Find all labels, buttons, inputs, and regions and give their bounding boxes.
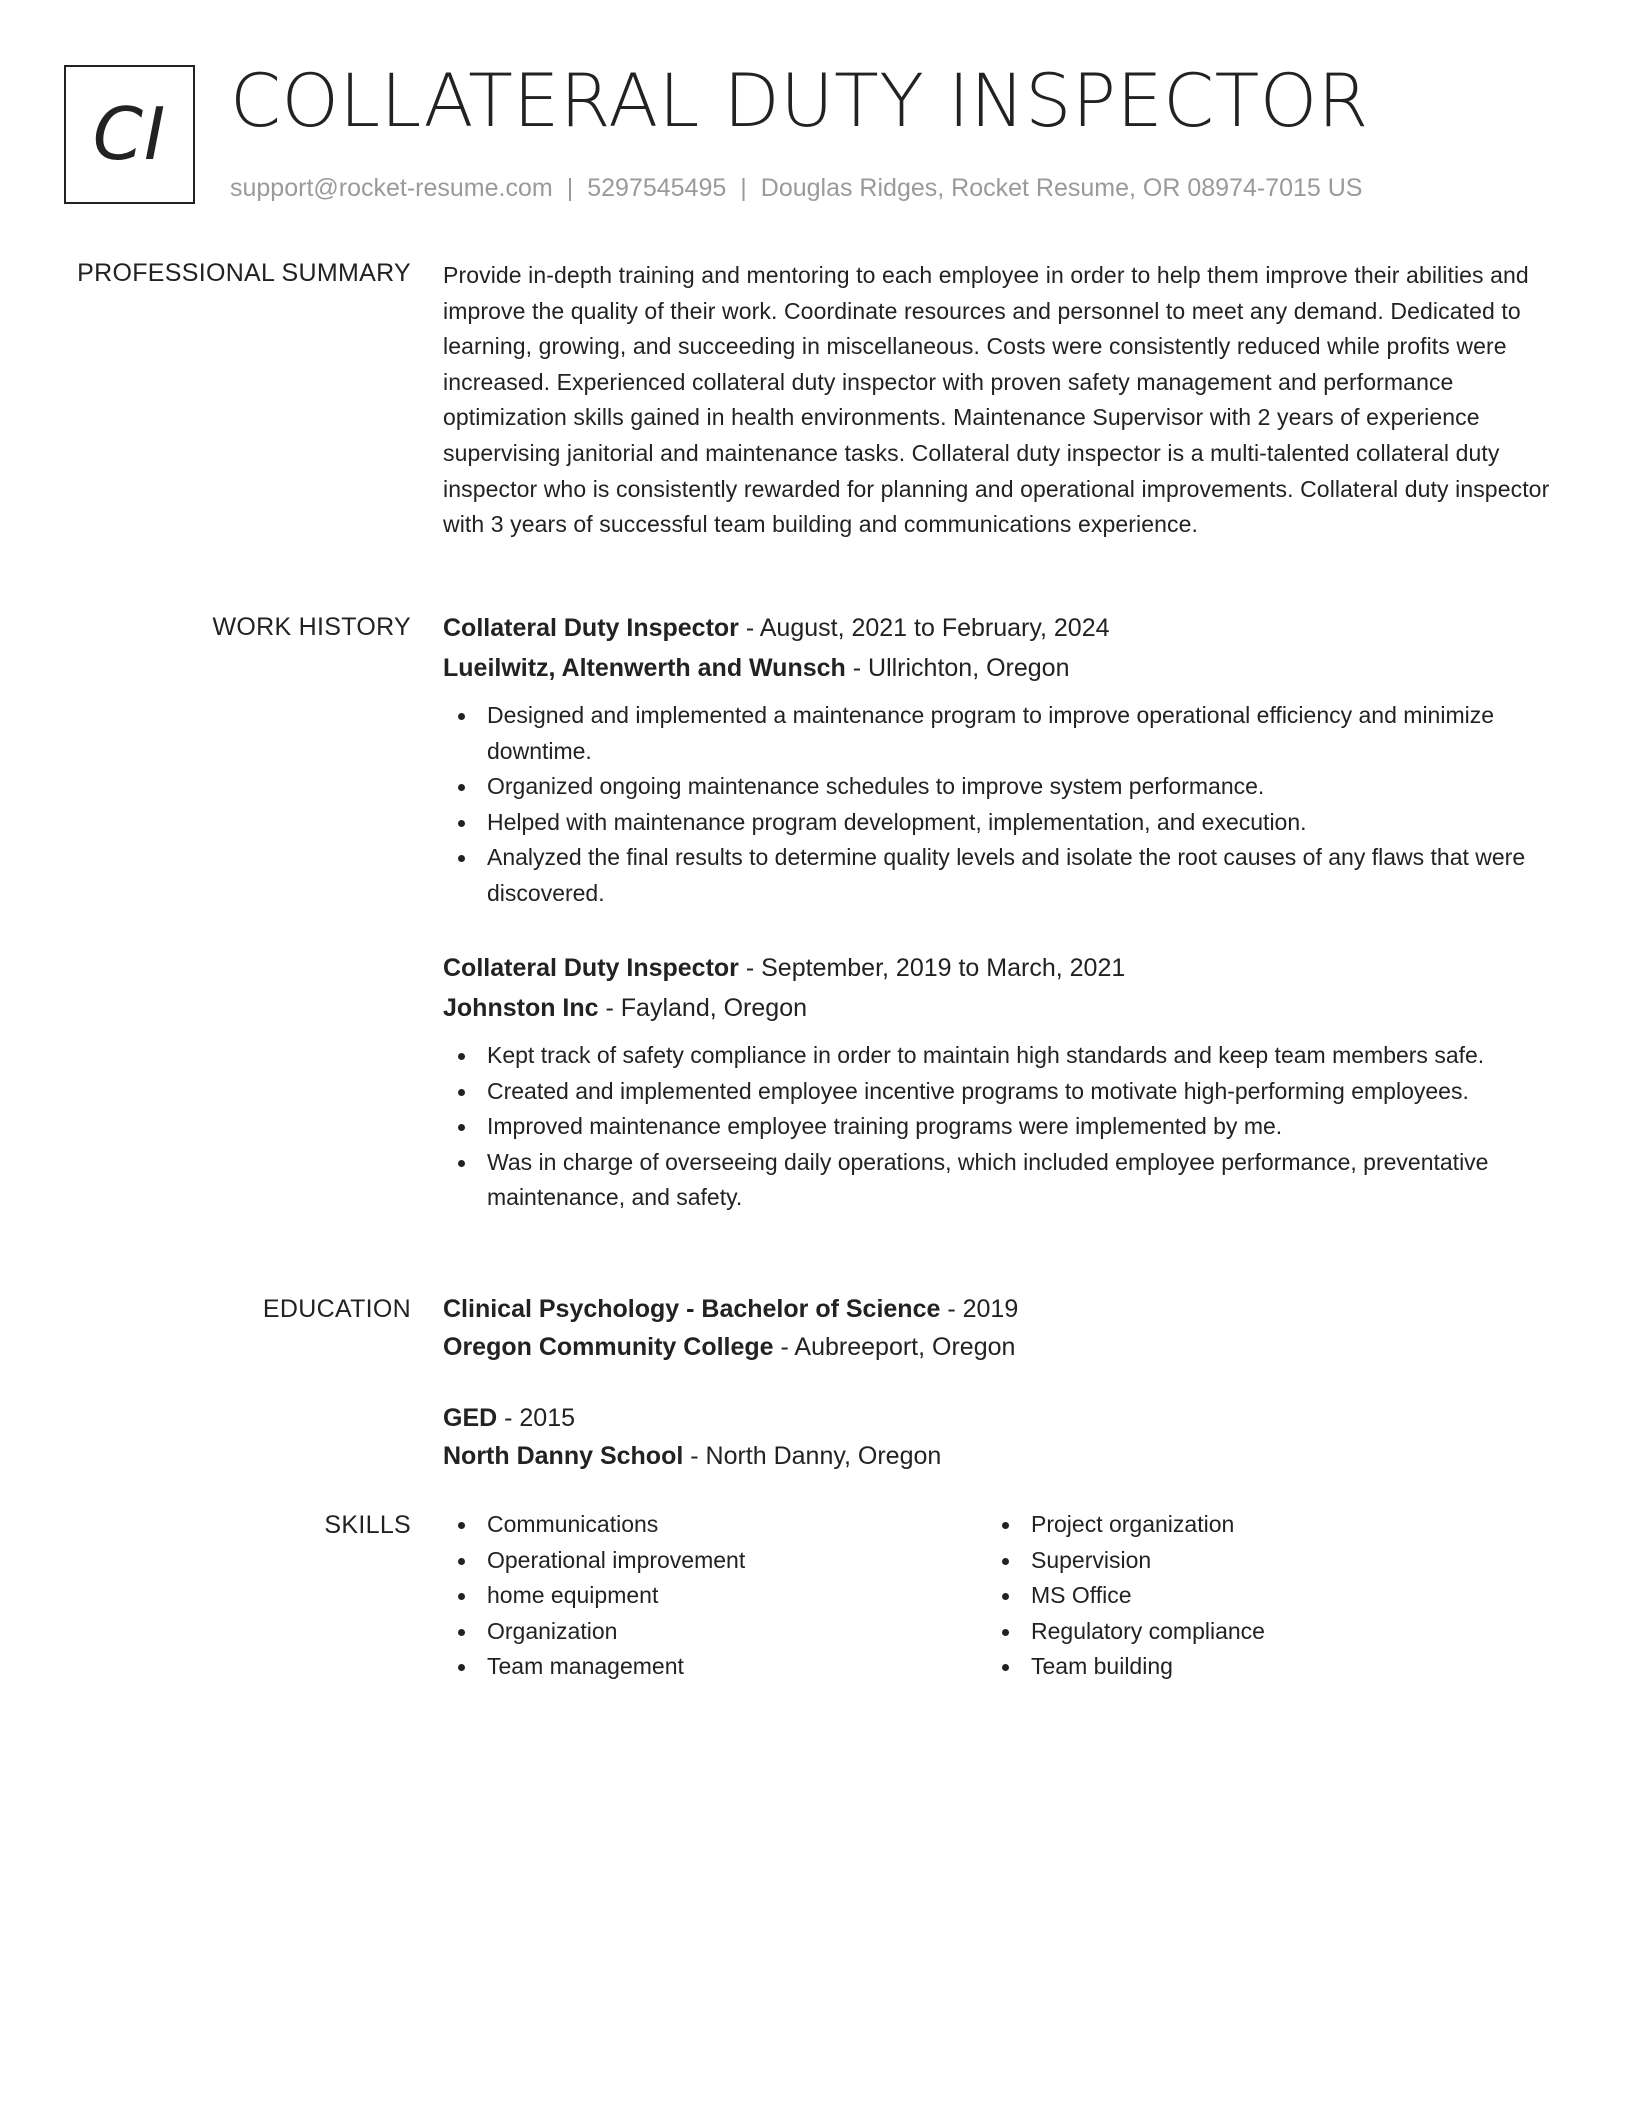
education-location: - Aubreeport, Oregon [773,1333,1016,1361]
job-dates: - September, 2019 to March, 2021 [738,954,1126,982]
skill-item: Communications [443,1507,987,1543]
job-title-line [443,948,1551,988]
education-degree: Clinical Psychology - Bachelor of Science [443,1295,941,1323]
job-dates: - August, 2021 to February, 2024 [738,614,1110,642]
skill-item: Regulatory compliance [987,1614,1531,1650]
job-location: - Fayland, Oregon [598,994,807,1022]
education-school: Oregon Community College [443,1333,774,1361]
job-duty-item: Kept track of safety compliance in order to maintain high standards and keep team members safe. [443,1038,1551,1074]
job-entry [443,608,1551,912]
contact-separator: | [566,174,574,202]
job-title: Collateral Duty Inspector [443,614,739,642]
education-school: North Danny School [443,1442,684,1470]
job-duty-item: Was in charge of overseeing daily operations, which included employee performance, preventative maintenance, and safety. [443,1145,1551,1216]
skills-heading: SKILLS [324,1511,411,1539]
job-company-line [443,988,1551,1028]
job-duty-item: Analyzed the final results to determine quality levels and isolate the root causes of any flaws that were discovered. [443,840,1551,911]
monogram-initials: CI [92,91,167,176]
skill-item: Supervision [987,1543,1531,1579]
job-duty-item: Organized ongoing maintenance schedules to improve system performance. [443,769,1551,805]
education-degree-line [443,1399,1551,1437]
job-title-line [443,608,1551,648]
job-duties-list [443,698,1551,912]
resume-name: COLLATERAL DUTY INSPECTOR [230,59,1369,144]
education-school-line [443,1437,1551,1475]
skills-list-left [443,1507,987,1685]
job-company-line [443,648,1551,688]
skill-item: Operational improvement [443,1543,987,1579]
job-title: Collateral Duty Inspector [443,954,739,982]
skill-item: Team management [443,1649,987,1685]
contact-address: Douglas Ridges, Rocket Resume, OR 08974-7015 US [760,174,1363,202]
job-entry [443,948,1551,1216]
skills-list-right [987,1507,1531,1685]
skill-item: Project organization [987,1507,1531,1543]
job-duty-item: Helped with maintenance program development, implementation, and execution. [443,805,1551,841]
summary-text: Provide in-depth training and mentoring to each employee in order to help them improve their abilities and improve the quality of their work. Coordinate resources and personnel to meet any demand. Dedicated to learning, growing, and succeeding in miscellaneous. Costs were consistently reduced while profits were increased. Experienced collateral duty inspector with proven safety management and performance optimization skills gained in health environments. Maintenance Supervisor with 2 years of experience supervising janitorial and maintenance tasks. Collateral duty inspector is a multi-talented collateral duty inspector who is consistently rewarded for planning and operational improvements. Collateral duty inspector with 3 years of successful team building and communications experience. [443,262,1550,538]
job-duty-item: Designed and implemented a maintenance program to improve operational efficiency and minimize downtime. [443,698,1551,769]
skill-item: home equipment [443,1578,987,1614]
education-heading: EDUCATION [262,1295,411,1323]
summary-heading: PROFESSIONAL SUMMARY [77,259,411,287]
education-degree-line [443,1290,1551,1328]
contact-separator: | [740,174,747,202]
skill-item: Organization [443,1614,987,1650]
contact-phone: 5297545495 [587,174,727,202]
contact-line [230,172,1362,204]
job-company: Johnston Inc [443,994,599,1022]
education-degree: GED [443,1404,498,1432]
contact-email: support@rocket-resume.com [230,174,553,202]
job-company: Lueilwitz, Altenwerth and Wunsch [443,654,846,682]
skill-item: MS Office [987,1578,1531,1614]
job-duty-item: Created and implemented employee incentive programs to motivate high-performing employees. [443,1074,1551,1110]
work-history-heading: WORK HISTORY [212,613,411,641]
monogram-box [64,65,195,204]
education-entry [443,1290,1551,1366]
education-year: - 2019 [940,1295,1019,1323]
education-year: - 2015 [497,1404,576,1432]
education-school-line [443,1328,1551,1366]
skill-item: Team building [987,1649,1531,1685]
job-duties-list [443,1038,1551,1216]
job-location: - Ullrichton, Oregon [845,654,1070,682]
skills-columns [443,1507,1551,1685]
education-location: - North Danny, Oregon [683,1442,942,1470]
job-duty-item: Improved maintenance employee training programs were implemented by me. [443,1109,1551,1145]
education-entry [443,1399,1551,1475]
